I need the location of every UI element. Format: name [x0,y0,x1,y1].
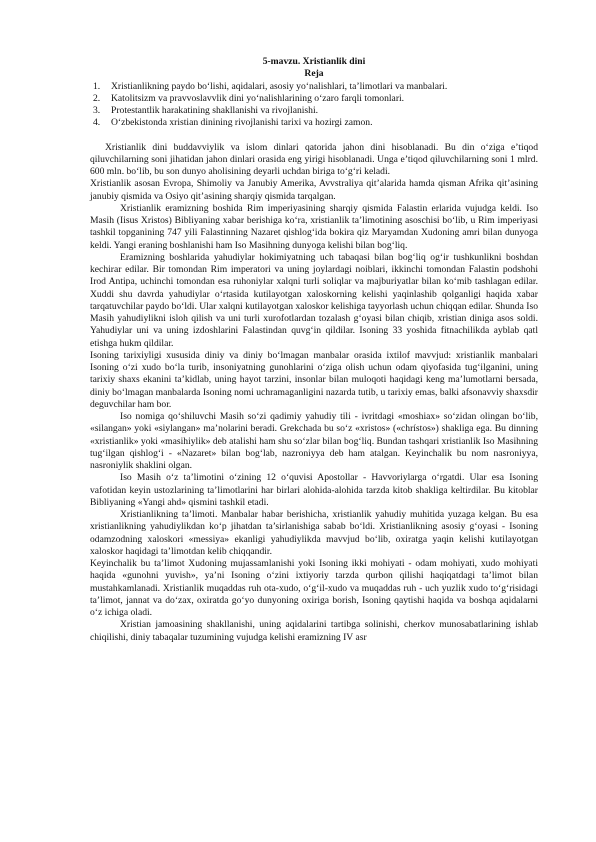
body-paragraph: Keyinchalik bu ta’limot Xudoning mujassamlanishi yoki Isoning ikki mohiyati - odam mohiyati, xudo mohiyati haqida «gunohni yuvish», ya’ni Isoning o‘zini ixtiyoriy tarzda qurbon qilishi haqiqatdagi ta’limot bilan mustahkamlanadi. Xristianlik muqaddas ruh ota-xudo, o‘g‘il-xudo va muqaddas ruh - uch yuzlik xudo to‘g‘risidagi ta’limot, jannat va do‘zax, oxiratda go‘yo dunyoning oxiriga borish, Isoning qaytishi haqida va boshqa aqidalarni o‘z ichiga oladi. [90,558,538,618]
plan-heading: Reja [304,68,324,80]
page-title: 5-mavzu. Xristianlik dini [262,56,366,67]
body-paragraph: Isoning tarixiyligi xususida diniy va diniy bo‘lmagan manbalar orasida ixtilof mavvjud: xristianlik manbalari Isoning o‘zi xudo bo‘la turib, insoniyatning gunohlarini o‘ziga olish uchun odam qiyofasida tug‘ilganini, uning tarixiy shaxs ekanini ta’kidlab, uning hayot tarzini, insonlar bilan muloqoti haqidagi keng ma’lumotlarni bersada, diniy bo‘lmagan manbalarda Isoning nomi uchramaganligini nazarda tutib, u tarixiy emas, balki afsonavviy shaxsdir deguvchilar ham bor. [90,349,538,410]
body-paragraph: Xristianlikning ta’limoti. Manbalar habar berishicha, xristianlik yahudiy muhitida yuzaga kelgan. Bu esa xristianlikning yahudiylikdan ko‘p jihatdan ta’sirlanishiga sabab bo‘ldi. Xristianlikning asosiy g‘oyasi - Isoning odamzodning xaloskori «messiya» ekanligi yahudiylikda mavvjud bo‘lib, oxiratga yaqin kelishi kutilayotgan xaloskor haqidagi ta’limotdan kelib chiqqandir. [90,509,538,557]
body-paragraph: Xristian jamoasining shakllanishi, uning aqidalarini tartibga solinishi, cherkov munosabatlarining ishlab chiqilishi, diniy tabaqalar tuzumining vujudga kelishi eramizning IV asr [90,619,538,643]
plan-item: 3. Protestantlik harakatining shakllanishi va rivojlanishi. [93,105,319,116]
plan-list [90,81,538,130]
plan-item: 1. Xristianlikning paydo bo‘lishi, aqidalari, asosiy yo‘nalishlari, ta’limotlari va manbalari. [93,80,448,92]
spacer [90,130,538,142]
body-paragraph: Xristianlik asosan Evropa, Shimoliy va Janubiy Amerika, Avvstraliya qit’alarida hamda qisman Afrika qit’asining janubiy qismida va Osiyo qit’asining sharqiy qismida tarqalgan. [90,178,538,202]
body-paragraph: Xristianlik eramizning boshida Rim imperiyasining sharqiy qismida Falastin erlarida vujudga keldi. Iso Masih (Iisus Xristos) Bibliyaning xabar berishiga ko‘ra, xristianlik ta’limotining asoschisi bo‘lib, u Rim imperiyasi tashkil topganining 747 yili Falastinning Nazaret qishlog‘ida bokira qiz Maryamdan Xudoning amri bilan dunyoga keldi. Yangi eraning boshlanishi ham Iso Masihning dunyoga kelishi bilan bog‘liq. [90,202,538,251]
body-paragraph: Iso Masih o‘z ta’limotini o‘zining 12 o‘quvisi Apostollar - Havvoriylarga o‘rgatdi. Ular esa Isoning vafotidan keyin ustozlarining ta’limotlarini har birlari alohida-alohida tarzda kitob shakliga keltirdilar. Bu kitoblar Bibliyaning «Yangi ahd» qismini tashkil etadi. [90,472,538,508]
plan-item: 2. Katolitsizm va pravvoslavvlik dini yo‘nalishlarining o‘zaro farqli tomonlari. [93,92,405,104]
plan-item: 4. O‘zbekistonda xristian dinining rivojlanishi tarixi va hozirgi zamon. [93,117,373,129]
body-paragraph: Eramizning boshlarida yahudiylar hokimiyatning uch tabaqasi bilan bog‘liq og‘ir tushkunlikni boshdan kechirar edilar. Bir tomondan Rim imperatori va uning joylardagi noiblari, ikkinchi tomondan Falastin podshohi Irod Antipa, uchinchi tomondan esa ruhoniylar xalqni turli soliqlar va majburiyatlar bilan ko‘mib tashlagan edilar. Xuddi shu davrda yahudiylar o‘rtasida kutilayotgan xaloskorning kelishi yaqinlashib qolganligi haqida xabar tarqatuvchilar paydo bo‘ldi. Ular xalqni kutilayotgan xaloskor kelishiga tayyorlash uchun chiqqan edilar. Shunda Iso Masih yahudiylikni isloh qilish va uni turli xurofotlardan tozalash g‘oyasi bilan chiqib, xristian diniga asos soldi. Yahudiylar uni va uning izdoshlarini Falastindan quvg‘in qildilar. Isoning 33 yoshida fitnachilikda ayblab qatl etishga hukm qildilar. [90,251,538,349]
body-paragraph: Iso nomiga qo‘shiluvchi Masih so‘zi qadimiy yahudiy tili - ivritdagi «moshiax» so‘zidan olingan bo‘lib, «silangan» yoki «siylangan» ma’nolarini beradi. Grekchada bu so‘z «xristos» («chrístos») shakliga ega. Bu dinning «xristianlik» yoki «masihiylik» deb atalishi ham shu so‘zlar bilan bog‘liq. Bundan tashqari xristianlik Iso Masihning tug‘ilgan qishlog‘i - «Nazaret» bilan bog‘lab, nazroniyya deb ham atalgan. Keyinchalik bu nom nasroniyya, nasroniylik shaklini olgan. [90,411,538,471]
body-paragraph: Xristianlik dini buddavviylik va islom dinlari qatorida jahon dini hisoblanadi. Bu din o‘ziga e’tiqod qiluvchilarning soni jihatidan jahon dinlari orasida eng yirigi hisoblanadi. Unga e’tiqod qiluvchilarning soni 1 mlrd. 600 mln. bo‘lib, bu son dunyo aholisining deyarli uchdan biriga to‘g‘ri keladi. [90,141,538,177]
